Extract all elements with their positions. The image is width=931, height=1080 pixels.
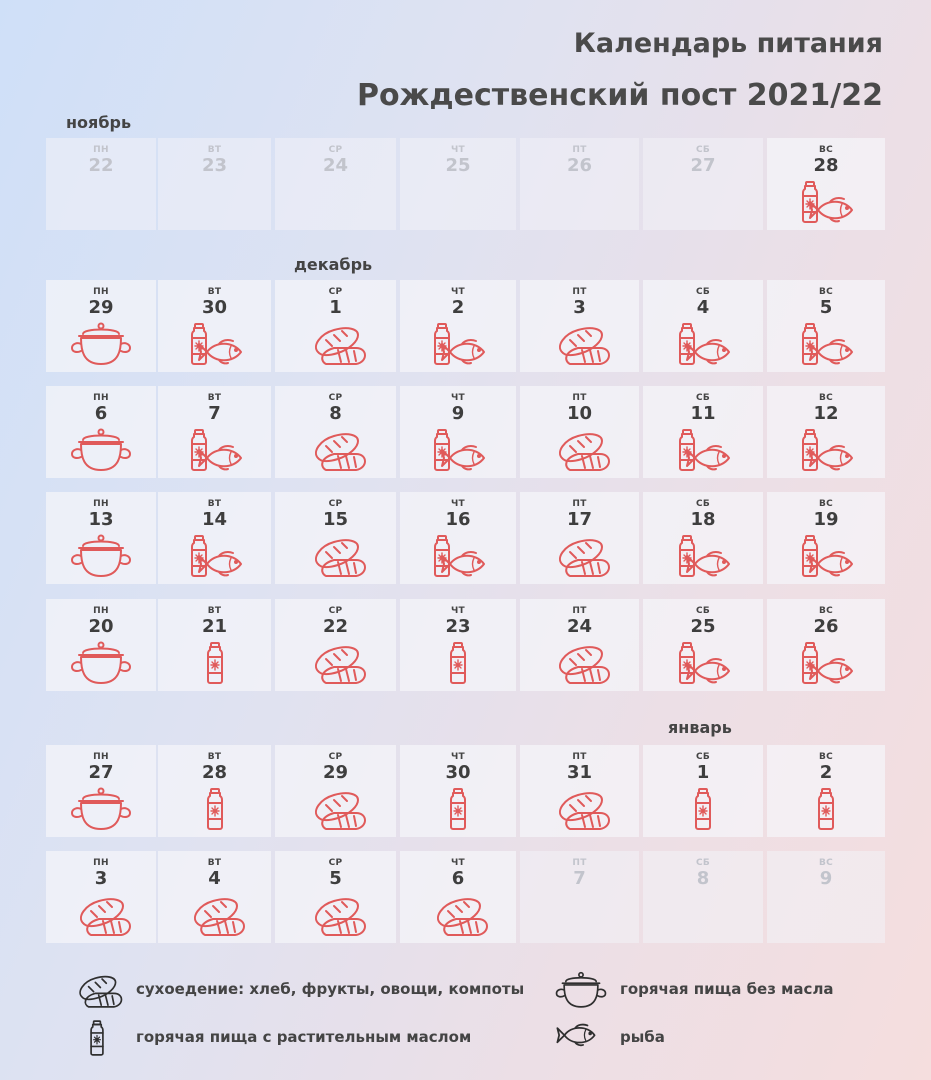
weekday-label: ПТ (572, 752, 587, 762)
day-cell (275, 138, 396, 230)
weekday-label: ПТ (572, 606, 587, 616)
day-cell (520, 280, 639, 372)
day-cell (158, 851, 271, 943)
weekday-label: ВС (818, 752, 834, 762)
day-number: 1 (329, 297, 342, 318)
month-label-november: ноябрь (66, 113, 132, 132)
day-number: 29 (88, 297, 114, 318)
weekday-label: ПТ (572, 499, 587, 509)
weekday-label: ВС (818, 393, 834, 403)
legend-label: горячая пища без масла (620, 980, 834, 998)
bread-icon (548, 532, 612, 580)
day-cell (767, 280, 885, 372)
day-number: 18 (690, 509, 716, 530)
day-cell (46, 386, 156, 478)
oil-and-fish-icon (426, 320, 490, 368)
day-cell (400, 280, 516, 372)
weekday-label: ВС (818, 499, 834, 509)
day-cell (520, 386, 639, 478)
day-cell (767, 386, 885, 478)
month-label-december: декабрь (294, 255, 373, 274)
day-cell (643, 745, 763, 837)
bread-icon (70, 968, 124, 1012)
legend-label: рыба (620, 1028, 665, 1046)
day-number: 3 (94, 868, 108, 889)
weekday-label: СБ (695, 393, 711, 403)
weekday-label: ЧТ (450, 499, 465, 509)
day-cell (275, 745, 396, 837)
day-number: 28 (201, 762, 228, 783)
day-number: 8 (696, 868, 710, 889)
day-cell (520, 138, 639, 230)
day-number: 24 (566, 616, 593, 637)
day-cell (520, 492, 639, 584)
legend-label: сухоедение: хлеб, фрукты, овощи, компоты (136, 980, 525, 998)
day-number: 14 (201, 509, 228, 530)
oil-and-fish-icon (671, 320, 735, 368)
day-cell (46, 492, 156, 584)
day-cell (158, 386, 271, 478)
oil-and-fish-icon (794, 320, 858, 368)
day-number: 11 (690, 403, 716, 424)
weekday-label: СР (328, 752, 343, 762)
day-cell (158, 280, 271, 372)
bread-icon (304, 891, 368, 939)
bread-icon (304, 426, 368, 474)
bread-icon (183, 891, 247, 939)
day-number: 22 (322, 616, 349, 637)
weekday-label: ЧТ (450, 858, 465, 868)
weekday-label: СР (328, 499, 343, 509)
page-subtitle: Рождественский пост 2021/22 (356, 78, 883, 113)
day-cell (643, 386, 763, 478)
weekday-label: ПН (93, 287, 109, 297)
weekday-label: ЧТ (450, 752, 465, 762)
day-cell (400, 599, 516, 691)
day-number: 17 (566, 509, 593, 530)
day-cell (643, 492, 763, 584)
weekday-label: ЧТ (450, 145, 465, 155)
weekday-label: ЧТ (450, 287, 465, 297)
day-cell (767, 599, 885, 691)
oil-bottle-icon (183, 785, 247, 833)
pot-icon (69, 426, 133, 474)
weekday-label: СР (328, 145, 343, 155)
weekday-label: ПН (93, 752, 109, 762)
day-number: 24 (322, 155, 349, 176)
oil-bottle-icon (183, 639, 247, 687)
weekday-label: ПН (93, 393, 109, 403)
weekday-label: ВТ (207, 752, 222, 762)
weekday-label: СБ (695, 606, 711, 616)
day-cell (767, 851, 885, 943)
weekday-label: ПТ (572, 287, 587, 297)
day-cell (520, 851, 639, 943)
day-cell (400, 745, 516, 837)
day-number: 9 (819, 868, 833, 889)
bread-icon (548, 426, 612, 474)
day-cell (400, 138, 516, 230)
weekday-label: ВТ (207, 606, 222, 616)
day-number: 4 (208, 868, 221, 889)
day-number: 25 (690, 616, 716, 637)
bread-icon (426, 891, 490, 939)
fish-icon (554, 1016, 608, 1060)
day-number: 15 (322, 509, 349, 530)
bread-icon (304, 532, 368, 580)
weekday-label: ПН (93, 145, 109, 155)
weekday-label: ВТ (207, 393, 222, 403)
day-cell (520, 599, 639, 691)
day-cell (275, 280, 396, 372)
oil-bottle-icon (671, 785, 735, 833)
day-cell (767, 492, 885, 584)
day-cell (643, 599, 763, 691)
day-number: 4 (696, 297, 710, 318)
bread-icon (69, 891, 133, 939)
day-number: 6 (94, 403, 108, 424)
weekday-label: ПН (93, 499, 109, 509)
page-title: Календарь питания (573, 28, 883, 59)
day-cell (767, 138, 885, 230)
weekday-label: СБ (695, 287, 711, 297)
day-cell (400, 386, 516, 478)
day-cell (158, 745, 271, 837)
weekday-label: ВТ (207, 145, 222, 155)
bread-icon (548, 639, 612, 687)
day-number: 29 (322, 762, 349, 783)
day-number: 31 (566, 762, 593, 783)
day-number: 23 (201, 155, 228, 176)
day-number: 3 (573, 297, 586, 318)
day-number: 25 (445, 155, 471, 176)
weekday-label: СБ (695, 752, 711, 762)
day-cell (643, 280, 763, 372)
oil-bottle-icon (426, 785, 490, 833)
oil-and-fish-icon (183, 426, 247, 474)
bread-icon (304, 320, 368, 368)
weekday-label: СБ (695, 145, 711, 155)
oil-bottle-icon (794, 785, 858, 833)
legend-label: горячая пища с растительным маслом (136, 1028, 472, 1046)
pot-icon (554, 968, 608, 1012)
weekday-label: СР (328, 287, 343, 297)
oil-bottle-icon (70, 1016, 124, 1060)
day-number: 6 (451, 868, 465, 889)
weekday-label: ВТ (207, 858, 222, 868)
oil-and-fish-icon (183, 532, 247, 580)
day-cell (643, 138, 763, 230)
day-cell (767, 745, 885, 837)
weekday-label: ВС (818, 606, 834, 616)
day-cell (520, 745, 639, 837)
day-cell (46, 138, 156, 230)
oil-bottle-icon (426, 639, 490, 687)
day-cell (158, 599, 271, 691)
day-number: 27 (88, 762, 114, 783)
oil-and-fish-icon (426, 532, 490, 580)
weekday-label: ПТ (572, 145, 587, 155)
oil-and-fish-icon (671, 532, 735, 580)
bread-icon (304, 639, 368, 687)
pot-icon (69, 785, 133, 833)
day-cell (46, 599, 156, 691)
day-number: 19 (813, 509, 839, 530)
day-number: 26 (813, 616, 839, 637)
day-cell (400, 851, 516, 943)
weekday-label: ПТ (572, 858, 587, 868)
day-number: 28 (813, 155, 839, 176)
pot-icon (69, 320, 133, 368)
day-number: 30 (201, 297, 228, 318)
bread-icon (548, 785, 612, 833)
weekday-label: ПТ (572, 393, 587, 403)
day-number: 22 (88, 155, 114, 176)
day-number: 5 (329, 868, 342, 889)
day-cell (46, 745, 156, 837)
day-cell (275, 386, 396, 478)
day-number: 9 (451, 403, 465, 424)
pot-icon (69, 639, 133, 687)
oil-and-fish-icon (794, 532, 858, 580)
day-number: 1 (696, 762, 710, 783)
day-cell (46, 851, 156, 943)
day-cell (46, 280, 156, 372)
day-number: 8 (329, 403, 342, 424)
day-number: 27 (690, 155, 716, 176)
oil-and-fish-icon (671, 426, 735, 474)
day-number: 26 (566, 155, 593, 176)
weekday-label: СБ (695, 858, 711, 868)
day-number: 16 (445, 509, 471, 530)
oil-and-fish-icon (794, 639, 858, 687)
day-cell (158, 492, 271, 584)
weekday-label: ЧТ (450, 606, 465, 616)
day-cell (400, 492, 516, 584)
day-cell (275, 599, 396, 691)
day-number: 23 (445, 616, 471, 637)
day-cell (275, 492, 396, 584)
day-number: 13 (88, 509, 114, 530)
day-cell (158, 138, 271, 230)
day-number: 5 (819, 297, 833, 318)
day-number: 7 (573, 868, 586, 889)
day-number: 2 (819, 762, 833, 783)
day-number: 7 (208, 403, 221, 424)
day-number: 10 (566, 403, 593, 424)
weekday-label: ВТ (207, 287, 222, 297)
pot-icon (69, 532, 133, 580)
bread-icon (548, 320, 612, 368)
day-number: 21 (201, 616, 228, 637)
oil-and-fish-icon (426, 426, 490, 474)
weekday-label: ВС (818, 145, 834, 155)
weekday-label: ПН (93, 606, 109, 616)
day-cell (643, 851, 763, 943)
weekday-label: ПН (93, 858, 109, 868)
weekday-label: ВС (818, 858, 834, 868)
weekday-label: СБ (695, 499, 711, 509)
weekday-label: СР (328, 606, 343, 616)
weekday-label: СР (328, 858, 343, 868)
bread-icon (304, 785, 368, 833)
day-number: 12 (813, 403, 839, 424)
month-label-january: январь (668, 718, 732, 737)
weekday-label: ВС (818, 287, 834, 297)
day-number: 30 (445, 762, 471, 783)
day-number: 20 (88, 616, 114, 637)
day-cell (275, 851, 396, 943)
weekday-label: ВТ (207, 499, 222, 509)
oil-and-fish-icon (671, 639, 735, 687)
weekday-label: СР (328, 393, 343, 403)
oil-and-fish-icon (794, 426, 858, 474)
oil-and-fish-icon (183, 320, 247, 368)
oil-and-fish-icon (794, 178, 858, 226)
weekday-label: ЧТ (450, 393, 465, 403)
day-number: 2 (451, 297, 465, 318)
